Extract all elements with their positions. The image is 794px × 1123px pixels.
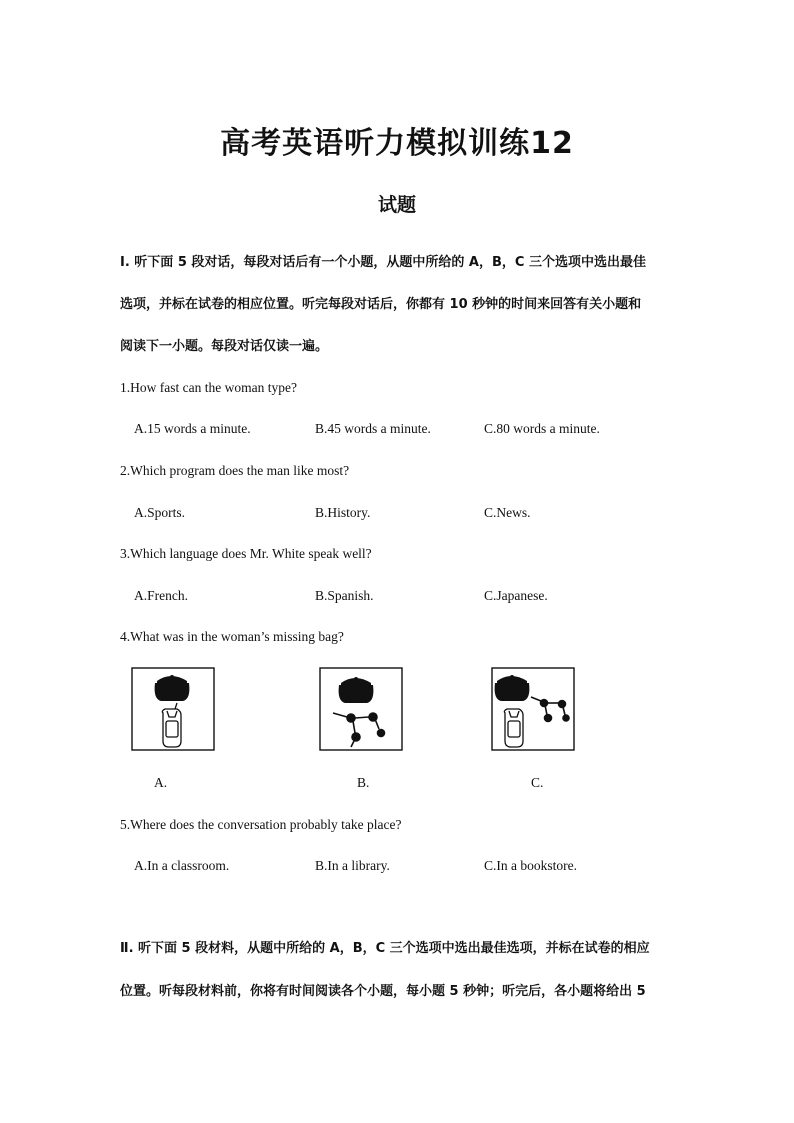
section1-instruction-line2: 选项，并标在试卷的相应位置。听完每段对话后，你都有 10 秒钟的时间来回答有关小题和: [120, 297, 642, 312]
question-5-option-c: C.In a bookstore.: [484, 858, 577, 873]
question-3-option-a: A.French.: [134, 588, 188, 603]
question-2-option-b: B.History.: [315, 505, 371, 520]
question-3-option-c: C.Japanese.: [484, 588, 548, 603]
picture-a-purse-phone: [131, 667, 215, 751]
question-5-option-b: B.In a library.: [315, 858, 390, 873]
section1-instruction-line3: 阅读下一小题。每段对话仅读一遍。: [120, 339, 329, 354]
question-1-option-c: C.80 words a minute.: [484, 421, 600, 436]
page-title: 高考英语听力模拟训练12: [220, 126, 574, 161]
mobile-phone-icon: [162, 703, 181, 747]
question-5-option-a: A.In a classroom.: [134, 858, 230, 873]
picture-b-label: B.: [357, 775, 370, 790]
mobile-phone-icon: [504, 709, 523, 747]
page-subtitle: 试题: [377, 194, 416, 216]
picture-a-label: A.: [154, 775, 168, 790]
picture-c-label: C.: [531, 775, 544, 790]
section2-instruction-line1: Ⅱ. 听下面 5 段材料，从题中所给的 A，B，C 三个选项中选出最佳选项，并标在试卷的相应: [120, 941, 650, 956]
question-1-option-a: A.15 words a minute.: [134, 421, 251, 436]
picture-b-purse-keys: [319, 667, 403, 751]
question-3: 3.Which language does Mr. White speak well?: [120, 546, 372, 561]
question-1: 1.How fast can the woman type?: [120, 380, 297, 395]
question-5: 5.Where does the conversation probably take place?: [120, 817, 402, 832]
question-2-option-c: C.News.: [484, 505, 531, 520]
section1-instruction-line1: Ⅰ. 听下面 5 段对话，每段对话后有一个小题，从题中所给的 A，B，C 三个选项中选出最佳: [120, 255, 646, 270]
question-4: 4.What was in the woman’s missing bag?: [120, 629, 344, 644]
question-1-option-b: B.45 words a minute.: [315, 421, 431, 436]
section2-instruction-line2: 位置。听每段材料前，你将有时间阅读各个小题，每小题 5 秒钟；听完后，各小题将给出 5: [120, 984, 646, 999]
question-3-option-b: B.Spanish.: [315, 588, 374, 603]
question-2-option-a: A.Sports.: [134, 505, 186, 520]
question-2: 2.Which program does the man like most?: [120, 463, 350, 478]
picture-c-purse-phone-keys: [491, 667, 575, 751]
